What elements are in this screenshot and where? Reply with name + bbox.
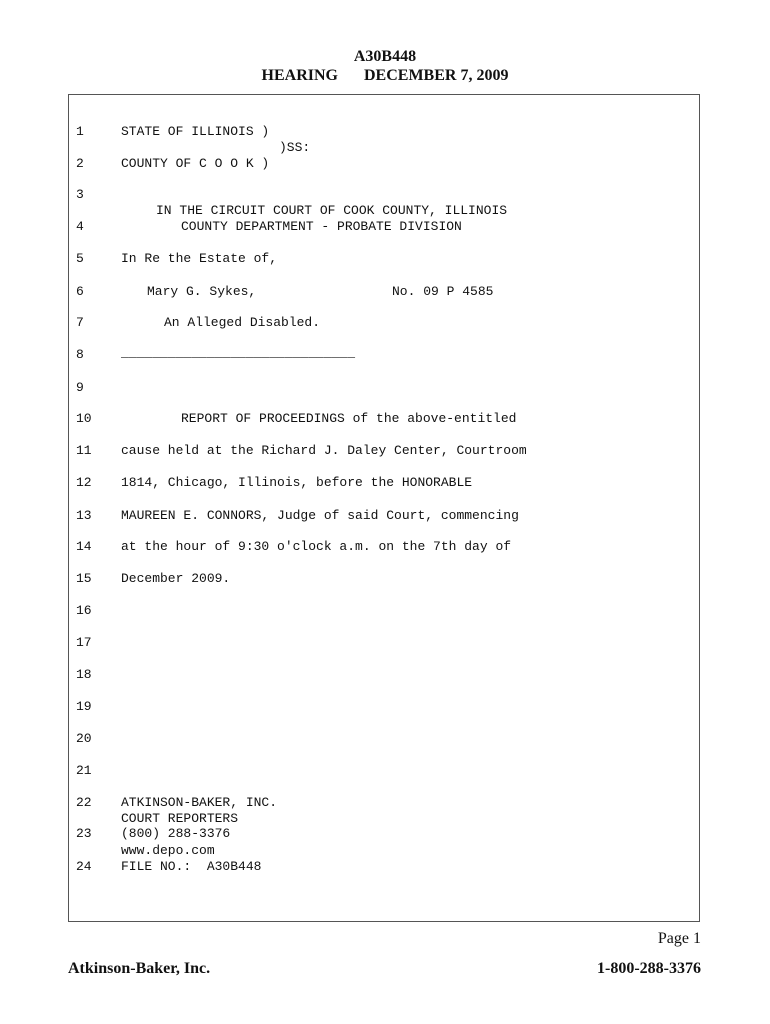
line-number: 9	[76, 380, 84, 395]
proceedings-line: at the hour of 9:30 o'clock a.m. on the 7th day of	[121, 539, 512, 554]
line-number: 4	[76, 219, 84, 234]
line-number: 13	[76, 508, 92, 523]
line-number: 18	[76, 667, 92, 682]
line-number: 23	[76, 826, 92, 841]
line-number: 2	[76, 156, 84, 171]
line-number: 19	[76, 699, 92, 714]
proceedings-line: REPORT OF PROCEEDINGS of the above-entitled	[181, 411, 517, 426]
line-number: 17	[76, 635, 92, 650]
line-number: 5	[76, 251, 84, 266]
line-number: 24	[76, 859, 92, 874]
reporter-company: ATKINSON-BAKER, INC.	[121, 795, 278, 810]
line-number: 16	[76, 603, 92, 618]
court-name: IN THE CIRCUIT COURT OF COOK COUNTY, ILLINOIS	[156, 203, 508, 218]
file-number: FILE NO.: A30B448	[121, 859, 262, 874]
line-number: 6	[76, 284, 84, 299]
hearing-label: HEARING	[261, 67, 338, 84]
line-number: 15	[76, 571, 92, 586]
hearing-header	[0, 67, 770, 85]
hearing-date: DECEMBER 7, 2009	[364, 67, 509, 84]
proceedings-line: 1814, Chicago, Illinois, before the HONORABLE	[121, 475, 473, 490]
line-number: 12	[76, 475, 92, 490]
caption-county: COUNTY OF C O O K )	[121, 156, 270, 171]
alleged-disabled-line: An Alleged Disabled.	[164, 315, 321, 330]
separator-rule: ______________________________	[121, 345, 356, 360]
reporter-title: COURT REPORTERS	[121, 811, 239, 826]
caption-ss: )SS:	[279, 140, 311, 155]
line-number: 22	[76, 795, 92, 810]
case-number: No. 09 P 4585	[392, 284, 494, 299]
court-department: COUNTY DEPARTMENT - PROBATE DIVISION	[181, 219, 462, 234]
proceedings-line: MAUREEN E. CONNORS, Judge of said Court, commencing	[121, 508, 519, 523]
line-number: 21	[76, 763, 92, 778]
line-number: 14	[76, 539, 92, 554]
proceedings-line: cause held at the Richard J. Daley Center, Courtroom	[121, 443, 527, 458]
in-re-line: In Re the Estate of,	[121, 251, 278, 266]
page-number: Page 1	[657, 930, 701, 947]
footer-company: Atkinson-Baker, Inc.	[68, 960, 211, 977]
transcript-code: A30B448	[353, 48, 417, 65]
proceedings-line: December 2009.	[121, 571, 231, 586]
reporter-phone: (800) 288-3376	[121, 826, 231, 841]
line-number: 10	[76, 411, 92, 426]
line-number: 7	[76, 315, 84, 330]
footer-phone: 1-800-288-3376	[597, 960, 701, 977]
party-name: Mary G. Sykes,	[147, 284, 257, 299]
line-number: 3	[76, 187, 84, 202]
caption-state: STATE OF ILLINOIS )	[121, 124, 270, 139]
line-number: 8	[76, 347, 84, 362]
line-number: 1	[76, 124, 84, 139]
line-number: 11	[76, 443, 92, 458]
reporter-website: www.depo.com	[121, 843, 215, 858]
line-number: 20	[76, 731, 92, 746]
